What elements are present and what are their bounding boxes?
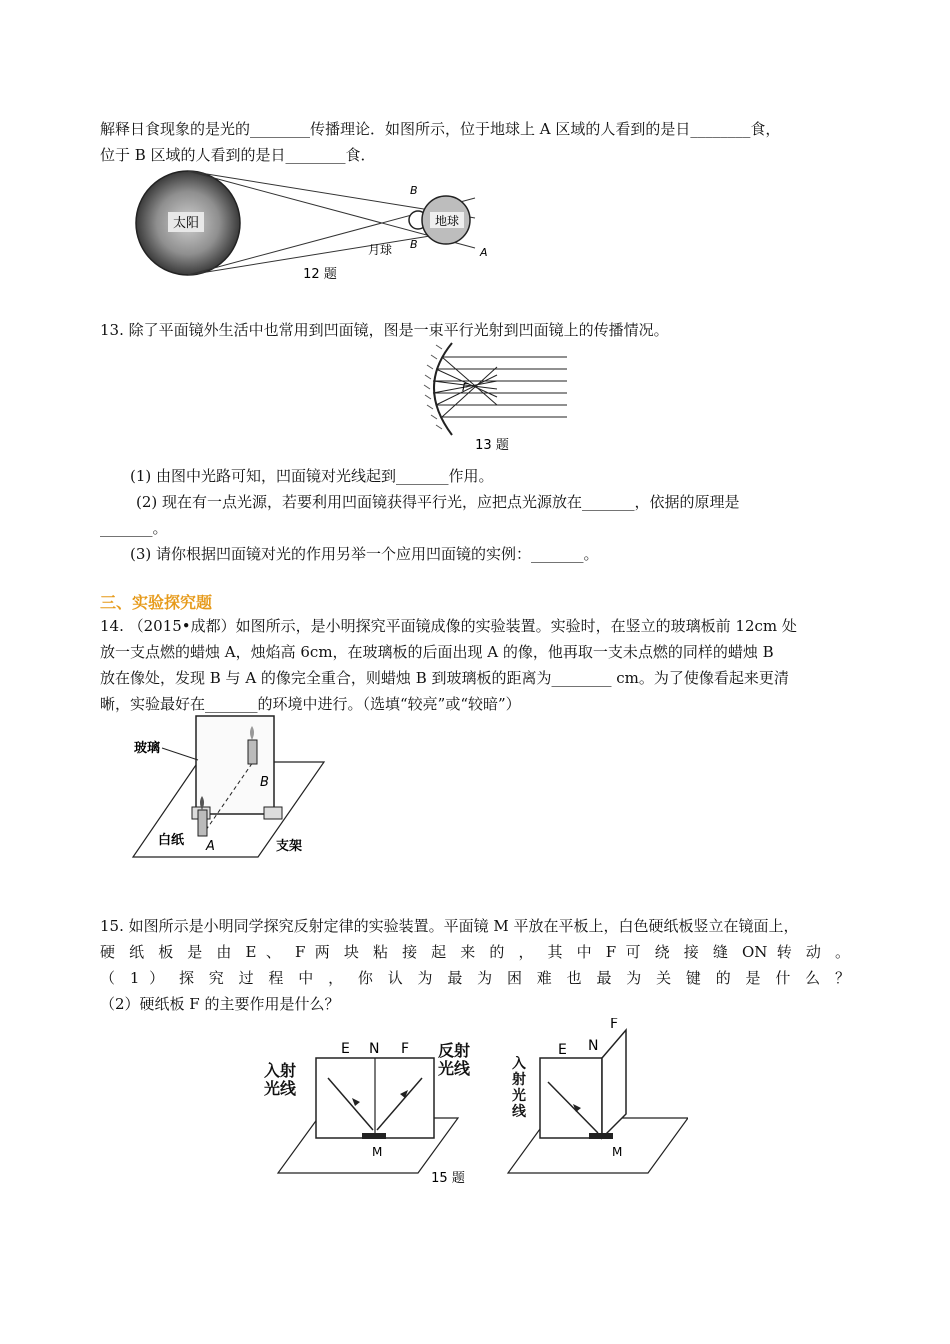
q15-line1: 15. 如图所示是小明同学探究反射定律的实验装置。平面镜 M 平放在平板上，白色硬纸板竖立在镜面上，	[100, 917, 799, 935]
q13-part2b: _______。	[100, 519, 168, 537]
incident-label-box-right	[512, 1056, 536, 1140]
stand-right	[264, 807, 282, 819]
q12-figure	[130, 168, 500, 288]
figure-caption: 15 题	[431, 1171, 465, 1186]
q13-part2a: (2) 现在有一点光源，若要利用凹面镜获得平行光，应把点光源放在_______，依据的原理是	[136, 493, 740, 511]
q15-line3: （ 1 ） 探 究 过 程 中 ， 你 认 为 最 为 困 难 也 最 为 关 键 的 是 什 么 ？	[100, 969, 850, 987]
f-label: F	[401, 1041, 410, 1057]
m-label: M	[372, 1145, 383, 1159]
glass-label: 玻璃	[134, 741, 161, 756]
section-title: 三、实验探究题	[100, 593, 213, 612]
candle-a	[198, 810, 207, 836]
q13-figure	[412, 335, 577, 455]
sun-label: 太阳	[172, 216, 200, 231]
earth-label: 地球	[434, 214, 460, 228]
f-label: F	[610, 1018, 619, 1032]
q13-part3: (3) 请你根据凹面镜对光的作用另举一个应用凹面镜的实例：_______。	[130, 545, 599, 563]
n-label: N	[588, 1038, 599, 1054]
paper-label: 白纸	[158, 833, 185, 848]
parallel-rays	[433, 357, 567, 417]
mirror-m-right	[589, 1133, 613, 1139]
q14-line4: 晰，实验最好在_______的环境中进行。（选填“较亮”或“较暗”）	[100, 695, 521, 713]
e-label: E	[558, 1042, 567, 1058]
incident-label-box	[264, 1062, 312, 1112]
q15-line4: （2）硬纸板 F 的主要作用是什么？	[100, 995, 340, 1013]
q14-figure	[128, 712, 328, 862]
q13-stem: 13. 除了平面镜外生活中也常用到凹面镜，图是一束平行光射到凹面镜上的传播情况。	[100, 321, 669, 339]
incident-label: 入射光线	[512, 1056, 526, 1120]
a-label: A	[206, 839, 215, 854]
candle-b	[248, 740, 257, 764]
card-e-right	[540, 1058, 602, 1138]
q12-line2: 位于 B 区域的人看到的是日________食．	[100, 146, 376, 164]
reflected-label-box	[438, 1042, 486, 1092]
figure-caption: 12 题	[303, 267, 337, 282]
incident-label: 入射光线	[264, 1062, 297, 1098]
m-label: M	[612, 1145, 623, 1159]
q14-line3: 放在像处，发现 B 与 A 的像完全重合，则蜡烛 B 到玻璃板的距离为________ cm。为了使像看起来更清	[100, 669, 789, 687]
moon-label: 月球	[368, 243, 393, 257]
figure-caption: 13 题	[475, 438, 509, 453]
b-top-label: B	[410, 184, 418, 197]
mirror-m-left	[362, 1133, 386, 1139]
e-label: E	[341, 1041, 350, 1057]
focus-label: F	[462, 381, 469, 394]
q13-part1: (1) 由图中光路可知，凹面镜对光线起到_______作用。	[130, 467, 494, 485]
glass-plate	[196, 716, 274, 814]
b-bottom-label: B	[410, 238, 418, 251]
q12-line1: 解释日食现象的是光的________传播理论．如图所示，位于地球上 A 区域的人看到的是日________食，	[100, 120, 781, 138]
stand-label: 支架	[276, 839, 303, 854]
glass-pointer	[162, 748, 198, 760]
q14-line1: 14. （2015•成都）如图所示，是小明探究平面镜成像的实验装置。实验时，在竖立的玻璃板前 12cm 处	[100, 617, 797, 635]
n-label: N	[369, 1041, 380, 1057]
reflected-label: 反射光线	[438, 1042, 471, 1078]
q15-figure	[258, 1018, 688, 1188]
b-label: B	[260, 775, 269, 790]
q14-line2: 放一支点燃的蜡烛 A，烛焰高 6cm，在玻璃板的后面出现 A 的像，他再取一支未点燃的同样的蜡烛 B	[100, 643, 774, 661]
a-label: A	[480, 246, 488, 259]
q15-line2: 硬 纸 板 是 由 E 、 F 两 块 粘 接 起 来 的 ， 其 中 F 可 绕 接 缝 ON 转 动 。	[100, 943, 850, 961]
